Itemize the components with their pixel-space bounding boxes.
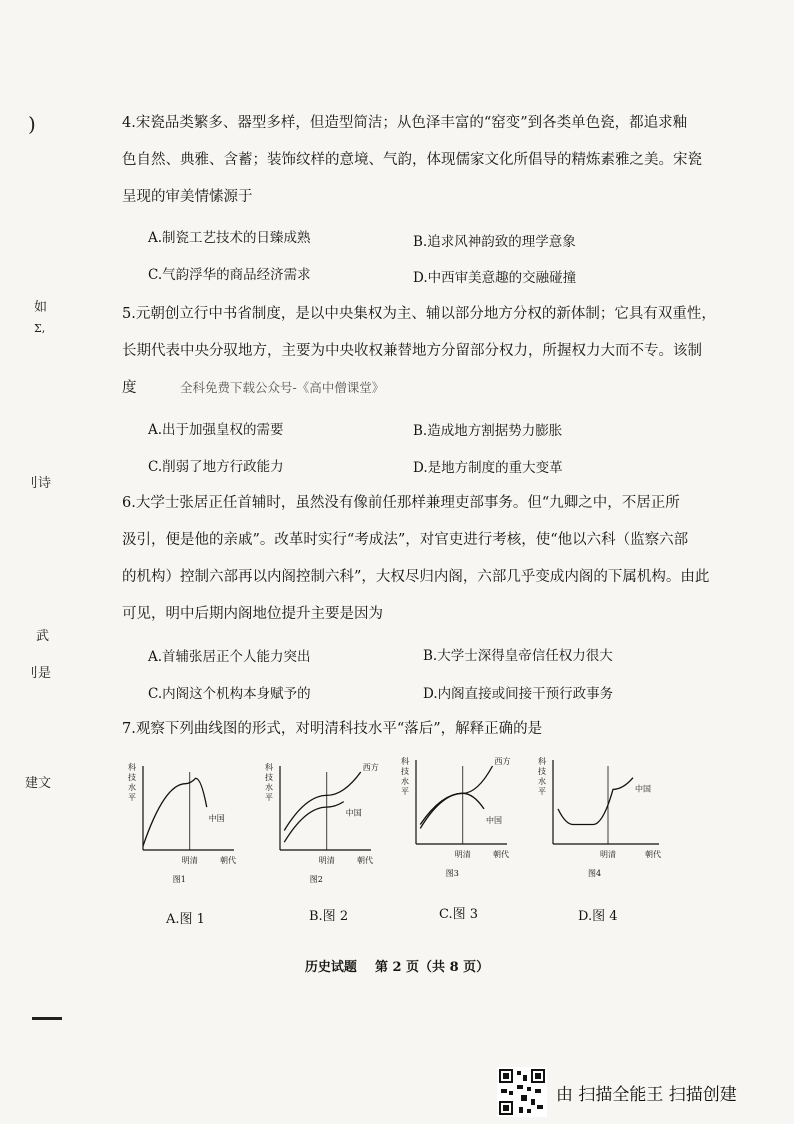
margin-fragment-wu: 武 (36, 629, 50, 644)
q6-line4: 可见，明中后期内阁地位提升主要是因为 (122, 606, 383, 622)
x-mark-label: 明清 (318, 856, 335, 865)
margin-fragment-jianwen: 建文 (25, 776, 52, 791)
x-mark-label: 明清 (181, 856, 198, 865)
margin-fragment-ru: 如 (34, 300, 48, 315)
margin-fragment-shi2: 刂是 (25, 666, 52, 681)
x-axis-label: 朝代 (645, 850, 661, 859)
watermark-text: 全科免费下载公众号-《高中僧课堂》 (180, 380, 385, 395)
q5-option-d: D.是地方制度的重大变革 (413, 460, 563, 476)
q6-option-d: D.内阁直接或间接干预行政事务 (423, 686, 614, 702)
q4-line1: 4.宋瓷品类繁多、器型多样，但造型简洁；从色泽丰富的“窑变”到各类单色瓷，都追求釉 (122, 115, 688, 131)
q7-option-b: B.图 2 (309, 909, 349, 924)
q5-line3: 度 (122, 380, 137, 396)
margin-fragment-shi: 刂诗 (25, 476, 52, 491)
series-label-中国: 中国 (635, 784, 651, 794)
chart-title: 图2 (309, 875, 323, 884)
series-line-中国 (284, 802, 344, 843)
q6-line1: 6.大学士张居正任首辅时，虽然没有像前任那样兼理吏部事务。但“九卿之中，不居正所 (122, 495, 680, 511)
qr-code-icon (497, 1067, 547, 1117)
q7-option-d: D.图 4 (578, 909, 618, 924)
q5-option-c: C.削弱了地方行政能力 (148, 459, 284, 475)
x-axis-label: 朝代 (220, 856, 236, 865)
series-line-中国 (143, 778, 207, 846)
y-axis-label: 科技水平 (401, 757, 409, 796)
q7-option-c: C.图 3 (439, 907, 479, 922)
scanner-credit: 由 扫描全能王 扫描创建 (556, 1085, 737, 1105)
y-axis-label: 科技水平 (538, 757, 546, 796)
q4-line2: 色自然、典雅、含蓄；装饰纹样的意境、气韵，体现儒家文化所倡导的精炼素雅之美。宋瓷 (122, 152, 702, 168)
series-label-中国: 中国 (486, 815, 502, 825)
q6-line3: 的机构）控制六部再以内阁控制六科”，大权尽归内阁，六部几乎变成内阁的下属机构。由此 (122, 569, 710, 585)
series-label-西方: 西方 (494, 757, 511, 766)
series-label-中国: 中国 (345, 808, 362, 818)
q6-option-c: C.内阁这个机构本身赋予的 (148, 686, 311, 702)
chart-title: 图4 (588, 869, 602, 878)
q7-stem: 7.观察下列曲线图的形式，对明清科技水平“落后”，解释正确的是 (122, 721, 543, 737)
q5-option-b: B.造成地方割据势力膨胀 (413, 423, 563, 439)
x-axis-label: 朝代 (357, 856, 373, 865)
q7-option-a: A.图 1 (166, 912, 205, 927)
margin-dash (32, 1017, 62, 1020)
margin-fragment-sym: Σ, (34, 322, 46, 335)
chart-fig1 (125, 758, 250, 893)
q6-line2: 汲引，便是他的亲戚”。改革时实行“考成法”，对官吏进行考核，使“他以六科（监察六部 (122, 532, 689, 548)
margin-paren: ) (28, 112, 36, 136)
x-axis-label: 朝代 (493, 850, 509, 859)
series-label-西方: 西方 (362, 763, 379, 772)
q4-option-d: D.中西审美意趣的交融碰撞 (413, 270, 577, 286)
series-line-西方 (420, 766, 492, 825)
x-mark-label: 明清 (454, 850, 471, 859)
chart-title: 图1 (172, 875, 186, 884)
q5-line1: 5.元朝创立行中书省制度，是以中央集权为主、辅以部分地方分权的新体制；它具有双重性， (122, 306, 716, 322)
series-line-中国 (558, 778, 633, 825)
page-footer: 历史试题 第 2 页（共 8 页） (304, 960, 490, 975)
y-axis-label: 科技水平 (265, 763, 273, 802)
chart-fig4 (535, 752, 675, 887)
chart-fig3 (398, 752, 523, 887)
series-label-中国: 中国 (208, 814, 225, 824)
q6-option-b: B.大学士深得皇帝信任权力很大 (423, 648, 613, 664)
chart-title: 图3 (445, 869, 459, 878)
q4-option-b: B.追求风神韵致的理学意象 (413, 234, 576, 250)
q5-option-a: A.出于加强皇权的需要 (148, 422, 284, 438)
q6-option-a: A.首辅张居正个人能力突出 (148, 649, 311, 665)
q5-line2: 长期代表中央分驭地方，主要为中央收权兼替地方分留部分权力，所握权力大而不专。该制 (122, 343, 702, 359)
q4-line3: 呈现的审美情愫源于 (122, 189, 253, 205)
q4-option-c: C.气韵浮华的商品经济需求 (148, 267, 311, 283)
y-axis-label: 科技水平 (128, 763, 136, 802)
series-line-中国 (420, 793, 484, 828)
chart-fig2 (262, 758, 387, 893)
q4-option-a: A.制瓷工艺技术的日臻成熟 (148, 230, 311, 246)
x-mark-label: 明清 (600, 850, 616, 859)
series-line-西方 (284, 772, 361, 831)
